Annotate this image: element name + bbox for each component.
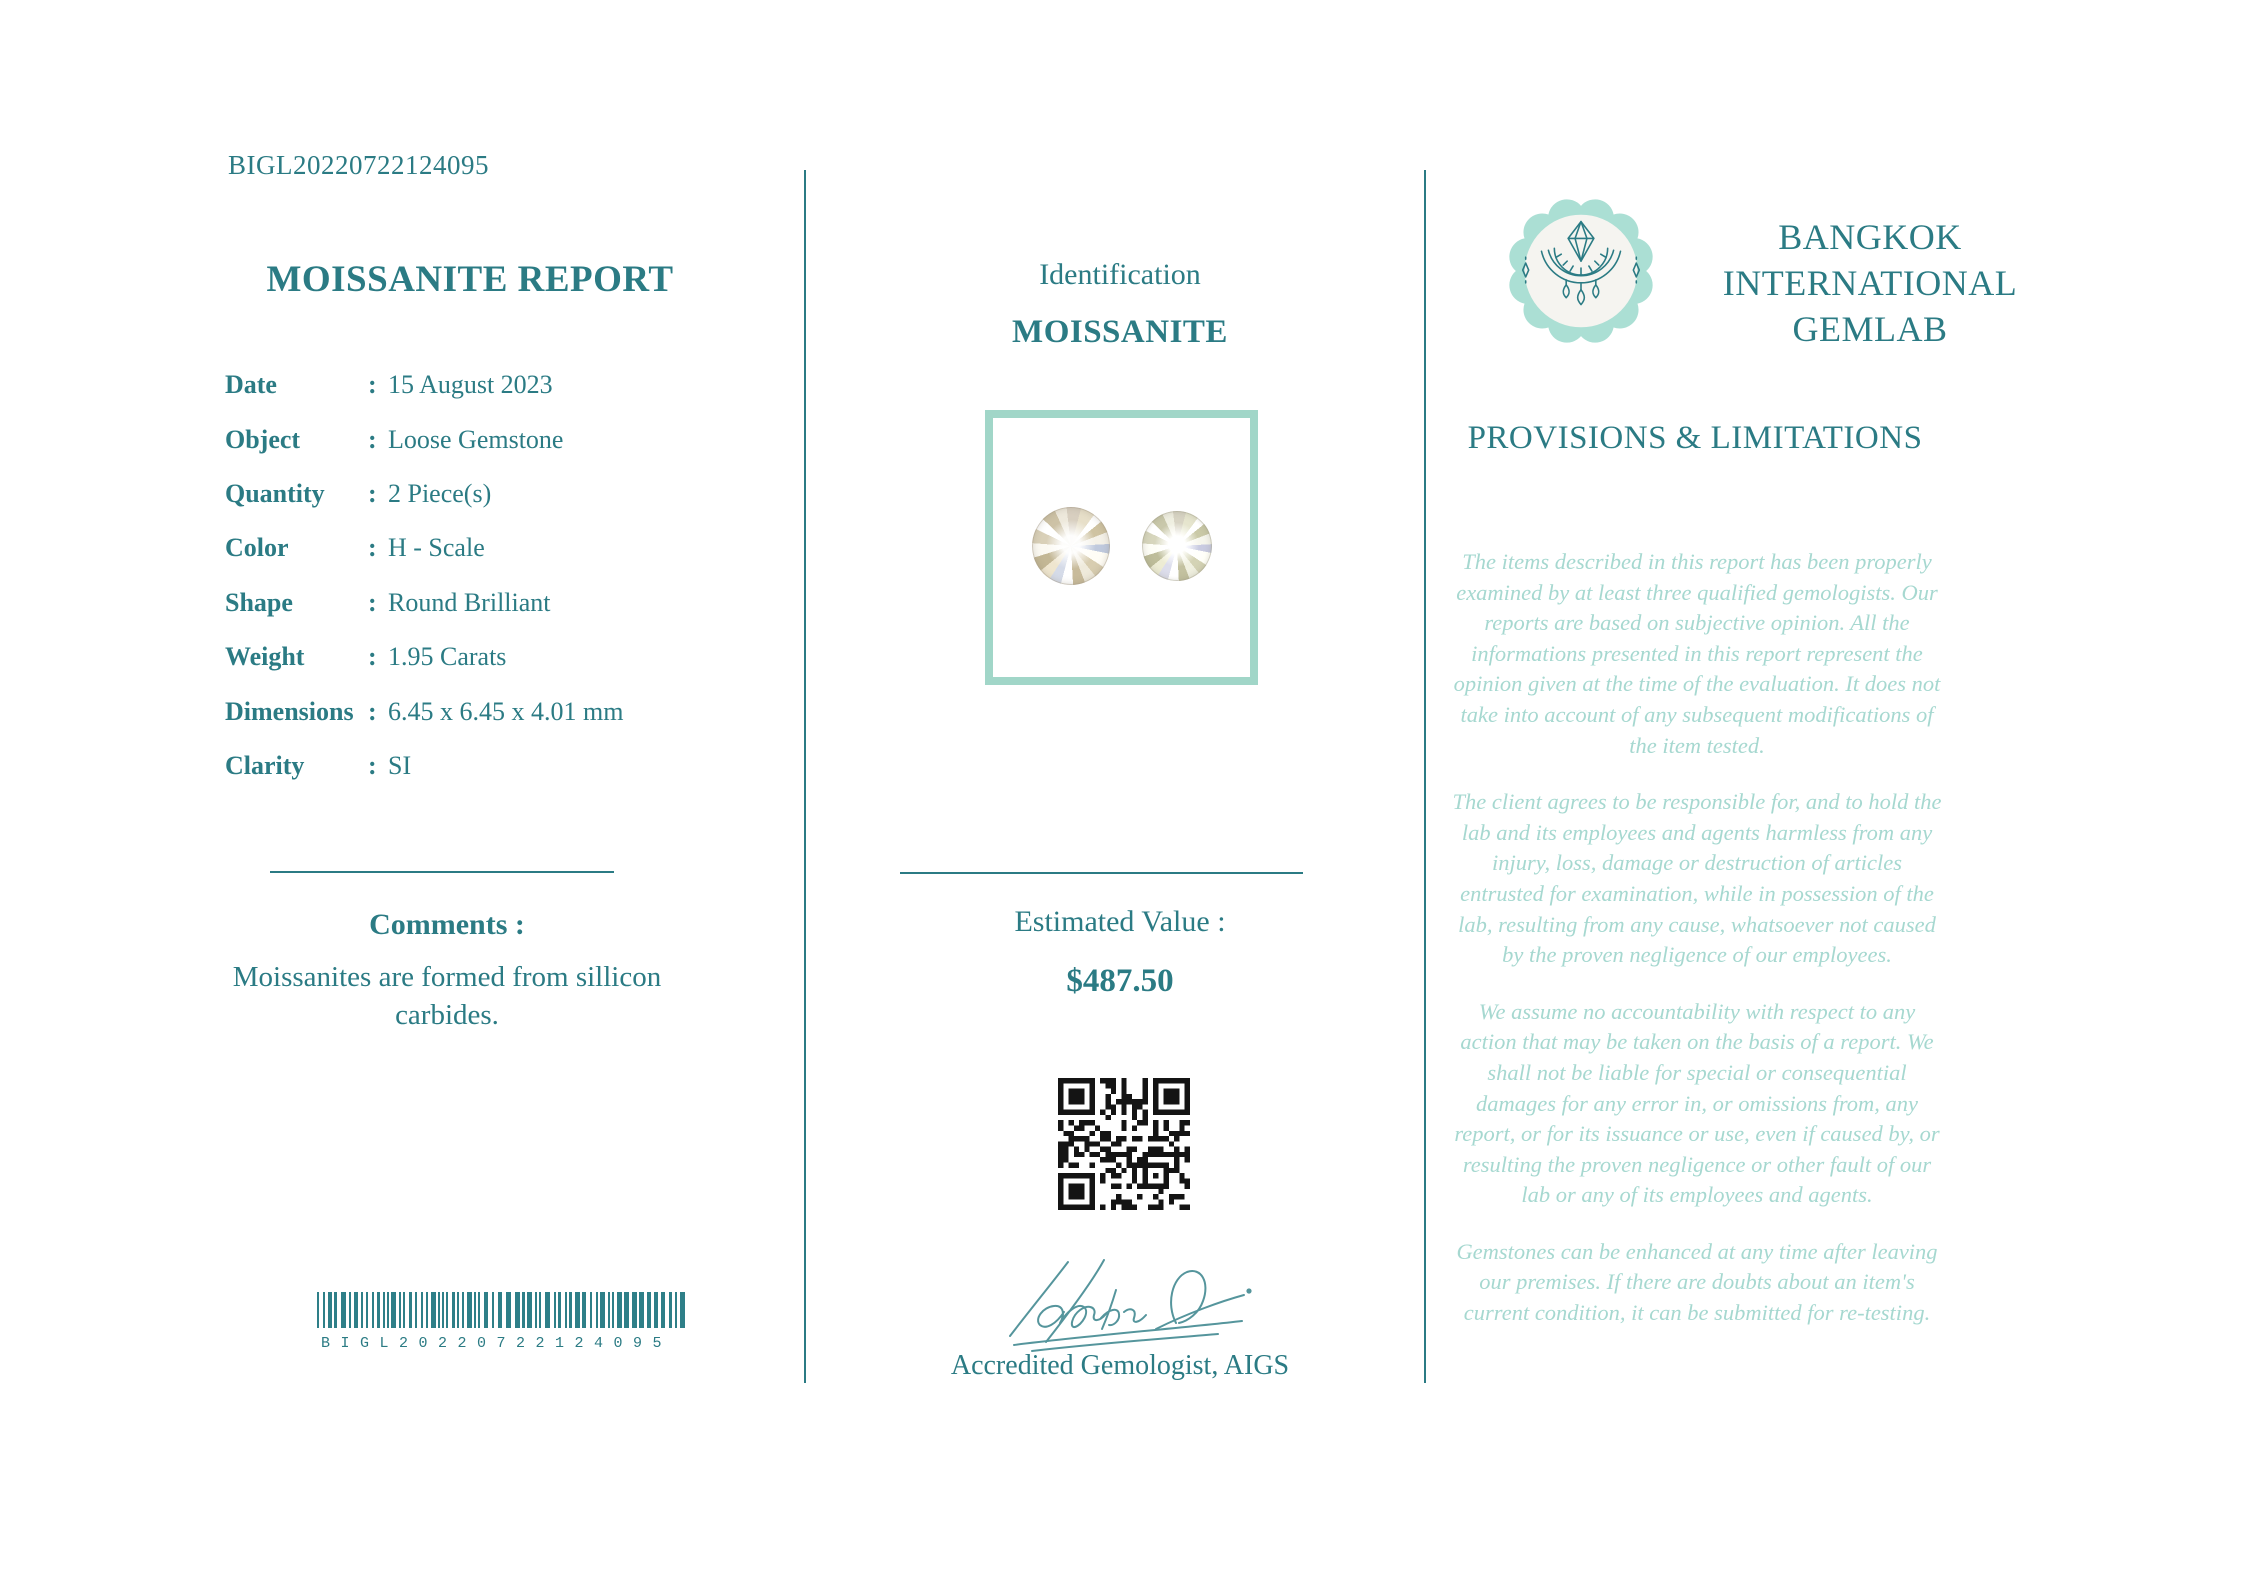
comments-text: Moissanites are formed from sillicon carbides. [232,961,662,1032]
field-row [225,412,623,466]
field-colon: : [368,750,377,780]
field-value: 15 August 2023 [388,370,553,400]
lab-name-line: BANGKOK [1778,217,1962,257]
provisions-paragraphs [1452,547,1942,1329]
field-colon: : [368,370,377,400]
field-label: Weight [225,642,305,672]
field-row [225,576,623,630]
field-row [225,521,623,575]
certificate-number: BIGL20220722124095 [228,150,489,180]
comments-heading: Comments : [369,908,525,941]
field-label: Shape [225,587,293,617]
field-value: 2 Piece(s) [388,478,492,508]
field-colon: : [368,478,377,508]
field-label: Date [225,370,277,400]
field-value: H - Scale [388,533,485,563]
field-value: 1.95 Carats [388,642,507,672]
field-row [225,739,623,793]
provision-paragraph: The items described in this report has been properly examined by at least three qualified gemologists. Our reports are based on subjective opinion. All the informations presented in this report represent the opinion given at the time of the evaluation. It does not take into account of any subsequent modifications of the item tested. [1453,549,1941,758]
estimated-value: $487.50 [1066,963,1174,999]
field-label: Clarity [225,750,305,780]
field-label: Quantity [225,478,325,508]
gemologist-title: Accredited Gemologist, AIGS [950,1350,1290,1381]
field-row [225,467,623,521]
provision-paragraph: Gemstones can be enhanced at any time after leaving our premises. If there are doubts about an item's current condition, it can be submitted for re-testing. [1456,1238,1938,1326]
gemologist-signature [970,1252,1270,1352]
lab-name [1660,214,2080,352]
provision-paragraph: The client agrees to be responsible for, and to hold the lab and its employees and agents harmless from any injury, loss, damage or destruction of articles entrusted for examination, while in possession of the lab, resulting from any cause, whatsoever not caused by the proven negligence of our employees. [1452,789,1942,968]
field-value: Round Brilliant [388,587,551,617]
barcode [317,1292,689,1328]
lab-name-line: GEMLAB [1792,309,1948,350]
gemstone-left [1032,507,1110,585]
field-label: Object [225,424,301,454]
field-value: 6.45 x 6.45 x 4.01 mm [388,696,624,726]
report-fields [225,358,623,793]
provisions-heading: PROVISIONS & LIMITATIONS [1467,420,1923,456]
qr-code [1058,1078,1190,1210]
gemstone-photo [985,410,1258,685]
identification-heading: Identification [1039,258,1201,291]
field-row [225,630,623,684]
field-colon: : [368,696,377,726]
estimated-value-divider [900,872,1303,874]
field-row [225,684,623,738]
comments-divider [270,871,614,873]
gemstone-right [1142,511,1212,581]
lab-logo [1502,192,1660,350]
barcode-block [317,1292,689,1352]
field-colon: : [368,587,377,617]
field-row [225,358,623,412]
field-value: Loose Gemstone [388,424,564,454]
barcode-text: BIGL20220722124095 [321,1335,673,1352]
field-label: Color [225,533,289,563]
field-colon: : [368,533,377,563]
field-label: Dimensions [225,696,354,726]
field-value: SI [388,750,412,780]
estimated-value-label: Estimated Value : [1014,905,1226,938]
identification-result: MOISSANITE [1012,314,1228,350]
field-colon: : [368,642,377,672]
lab-name-line: INTERNATIONAL [1722,263,2018,304]
report-title: MOISSANITE REPORT [266,259,674,300]
field-colon: : [368,424,377,454]
column-divider-right [1424,170,1426,1383]
provision-paragraph: We assume no accountability with respect to any action that may be taken on the basis of a report. We shall not be liable for special or consequential damages for any error in, or omissions from, any report, or for its issuance or use, even if caused by, or resulting the proven negligence or other fault of our lab or any of its employees and agents. [1454,998,1940,1208]
column-divider-left [804,170,806,1383]
